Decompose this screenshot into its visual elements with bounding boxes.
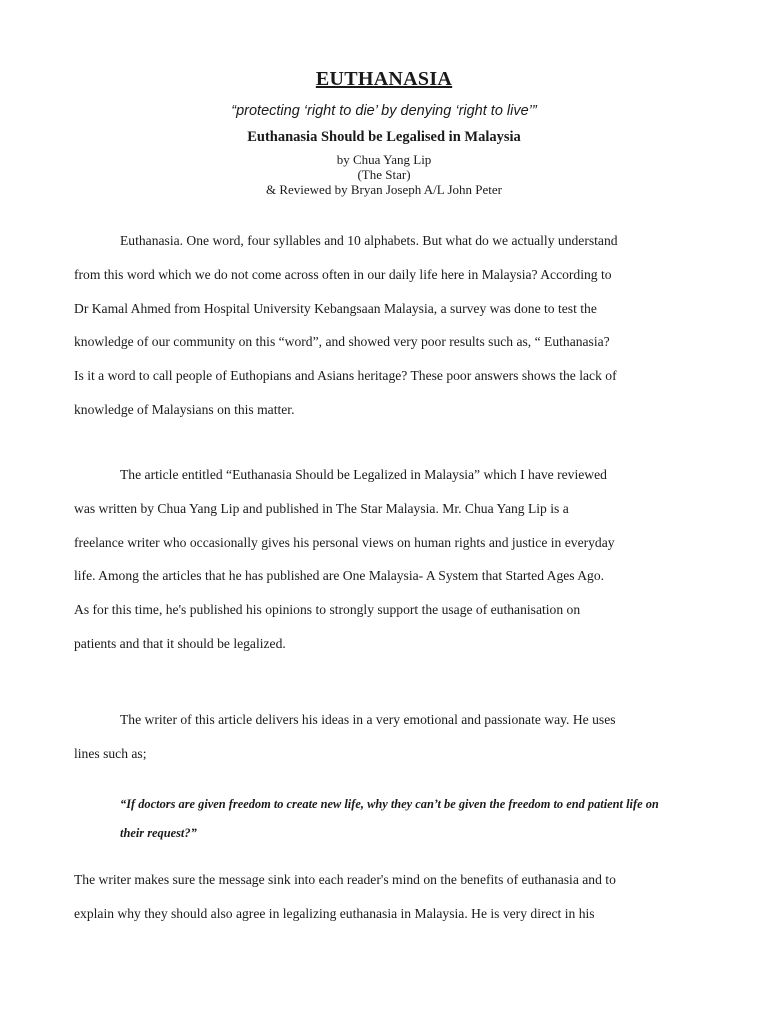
paragraph-line: freelance writer who occasionally gives his personal views on human rights and justice in everyday [74,534,615,550]
paragraph-line: As for this time, he's published his opinions to strongly support the usage of euthanisation on [74,602,581,618]
quote-line: their request?” [120,826,197,840]
paragraph-line: knowledge of Malaysians on this matter. [74,401,295,417]
paragraph-line: The writer of this article delivers his ideas in a very emotional and passionate way. He uses [120,712,616,727]
paragraph-line: Euthanasia. One word, four syllables and 10 alphabets. But what do we actually understand [120,233,618,248]
byline-publication: (The Star) [357,167,411,182]
paragraph-line: life. Among the articles that he has published are One Malaysia- A System that Started Ages Ago. [74,568,605,584]
byline-author: by Chua Yang Lip [336,152,432,167]
paragraph-line: Is it a word to call people of Euthopians and Asians heritage? These poor answers shows the lack of [74,368,617,384]
document-title: EUTHANASIA [315,68,453,90]
block-quote [120,790,700,848]
paragraph-line: The writer makes sure the message sink into each reader's mind on the benefits of euthanasia and to [74,872,616,887]
paragraph-line: was written by Chua Yang Lip and published in The Star Malaysia. Mr. Chua Yang Lip is a [74,500,569,516]
byline [0,152,768,197]
byline-reviewer: & Reviewed by Bryan Joseph A/L John Peter [265,182,502,197]
paragraph-intro [74,224,698,427]
paragraph-line: explain why they should also agree in legalizing euthanasia in Malaysia. He is very direct in his [74,905,595,921]
paragraph-line: The article entitled “Euthanasia Should be Legalized in Malaysia” which I have reviewed [120,467,607,482]
paragraph-line: knowledge of our community on this “word”, and showed very poor results such as, “ Euthanasia? [74,334,610,350]
article-heading: Euthanasia Should be Legalised in Malaysia [247,129,521,145]
paragraph-article-info [74,458,698,661]
paragraph-line: patients and that it should be legalized. [74,635,286,651]
paragraph-line: from this word which we do not come across often in our daily life here in Malaysia? According to [74,266,612,282]
paragraph-line: lines such as; [74,745,147,761]
paragraph-writing-style [74,703,698,771]
quote-line: “If doctors are given freedom to create new life, why they can’t be given the freedom to end patient life on [120,797,659,811]
paragraph-message [74,863,698,931]
document-subtitle: “protecting ‘right to die’ by denying ‘right to live’” [231,103,537,119]
paragraph-line: Dr Kamal Ahmed from Hospital University Kebangsaan Malaysia, a survey was done to test the [74,300,597,316]
